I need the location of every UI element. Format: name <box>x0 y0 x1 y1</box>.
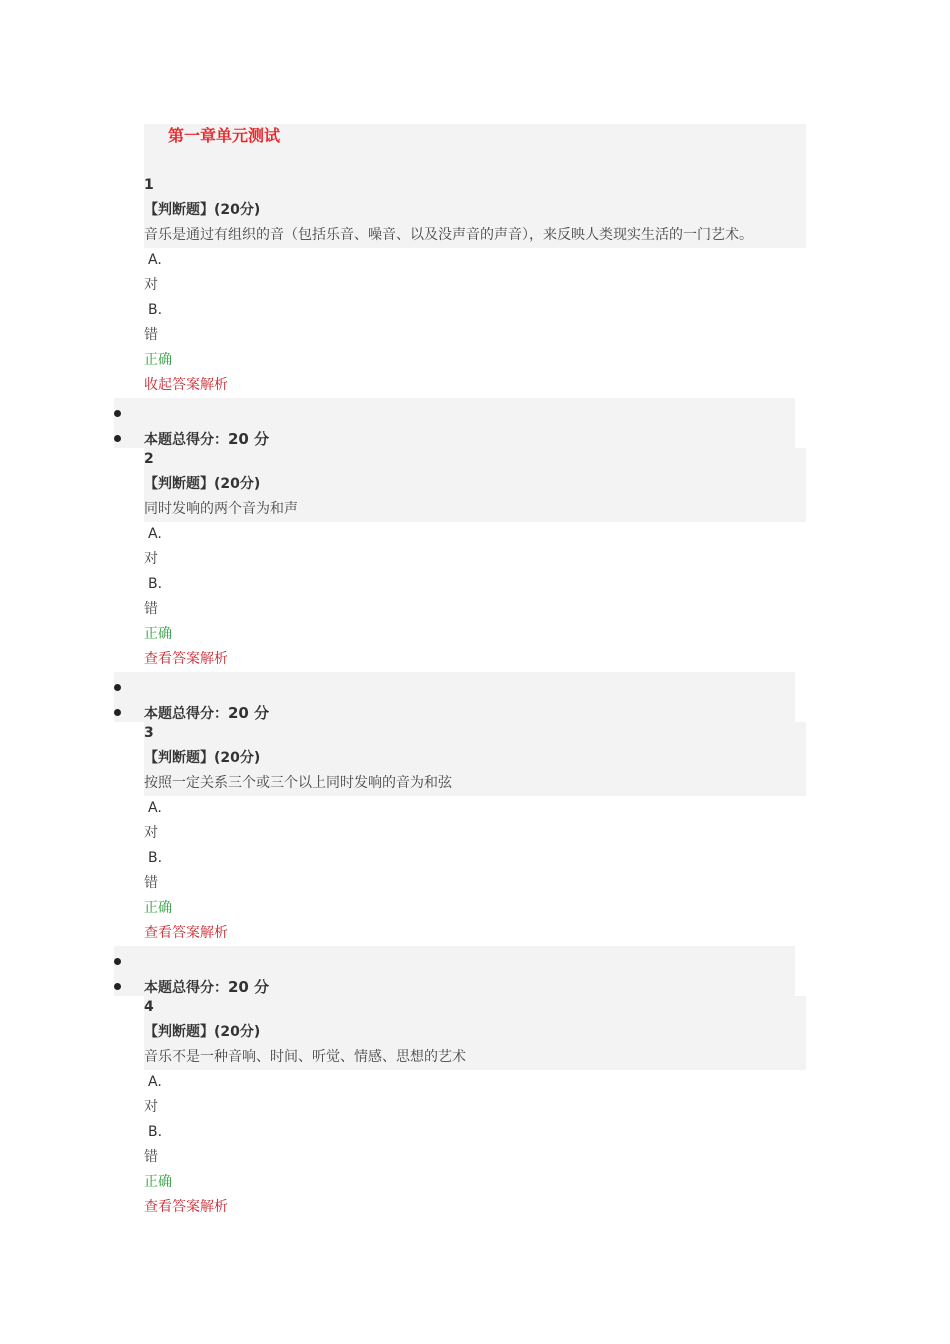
question-3-type: 【判断题】(20分) <box>144 750 261 766</box>
question-2-number: 2 <box>144 451 154 467</box>
page-title: 第一章单元测试 <box>168 126 281 145</box>
score-label: 本题总得分： <box>144 980 228 996</box>
question-2-type: 【判断题】(20分) <box>144 476 261 492</box>
question-2-option-a-text[interactable]: 对 <box>144 551 158 567</box>
question-3-option-b-letter[interactable]: B. <box>148 850 163 866</box>
score-value: 20 分 <box>228 430 270 448</box>
question-1-type: 【判断题】(20分) <box>144 202 261 218</box>
score-value: 20 分 <box>228 704 270 722</box>
question-1-stem: 音乐是通过有组织的音（包括乐音、噪音、以及没声音的声音），来反映人类现实生活的一门艺术。 <box>144 227 753 243</box>
question-4-option-b-text[interactable]: 错 <box>144 1149 158 1165</box>
question-4-type: 【判断题】(20分) <box>144 1024 261 1040</box>
question-1-option-b-letter[interactable]: B. <box>148 302 163 318</box>
question-3-analysis-link[interactable]: 查看答案解析 <box>144 925 228 941</box>
bullet-icon <box>114 410 121 417</box>
question-1-option-a-text[interactable]: 对 <box>144 277 158 293</box>
question-4-analysis-link[interactable]: 查看答案解析 <box>144 1199 228 1215</box>
question-2-result: 正确 <box>144 626 172 642</box>
question-4-option-a-letter[interactable]: A. <box>148 1074 162 1090</box>
question-1-result: 正确 <box>144 352 172 368</box>
question-4-option-b-letter[interactable]: B. <box>148 1124 163 1140</box>
question-1-analysis-link[interactable]: 收起答案解析 <box>144 377 228 393</box>
score-value: 20 分 <box>228 978 270 996</box>
question-3-stem: 按照一定关系三个或三个以上同时发响的音为和弦 <box>144 775 452 791</box>
bullet-icon <box>114 684 121 691</box>
question-3-number: 3 <box>144 725 154 741</box>
question-2-option-a-letter[interactable]: A. <box>148 526 162 542</box>
question-1-option-b-text[interactable]: 错 <box>144 327 158 343</box>
question-4-number: 4 <box>144 999 154 1015</box>
question-1-number: 1 <box>144 177 154 193</box>
question-2-option-b-letter[interactable]: B. <box>148 576 163 592</box>
question-2-stem: 同时发响的两个音为和声 <box>144 501 298 517</box>
bullet-icon <box>114 983 121 990</box>
score-label: 本题总得分： <box>144 706 228 722</box>
bullet-icon <box>114 958 121 965</box>
question-3-result: 正确 <box>144 900 172 916</box>
question-4-option-a-text[interactable]: 对 <box>144 1099 158 1115</box>
question-3-option-b-text[interactable]: 错 <box>144 875 158 891</box>
question-2-analysis-link[interactable]: 查看答案解析 <box>144 651 228 667</box>
question-4-result: 正确 <box>144 1174 172 1190</box>
score-label: 本题总得分： <box>144 432 228 448</box>
question-4-stem: 音乐不是一种音响、时间、听觉、情感、思想的艺术 <box>144 1049 466 1065</box>
question-1-option-a-letter[interactable]: A. <box>148 252 162 268</box>
bullet-icon <box>114 709 121 716</box>
question-2-option-b-text[interactable]: 错 <box>144 601 158 617</box>
bullet-icon <box>114 435 121 442</box>
question-3-option-a-letter[interactable]: A. <box>148 800 162 816</box>
question-3-option-a-text[interactable]: 对 <box>144 825 158 841</box>
